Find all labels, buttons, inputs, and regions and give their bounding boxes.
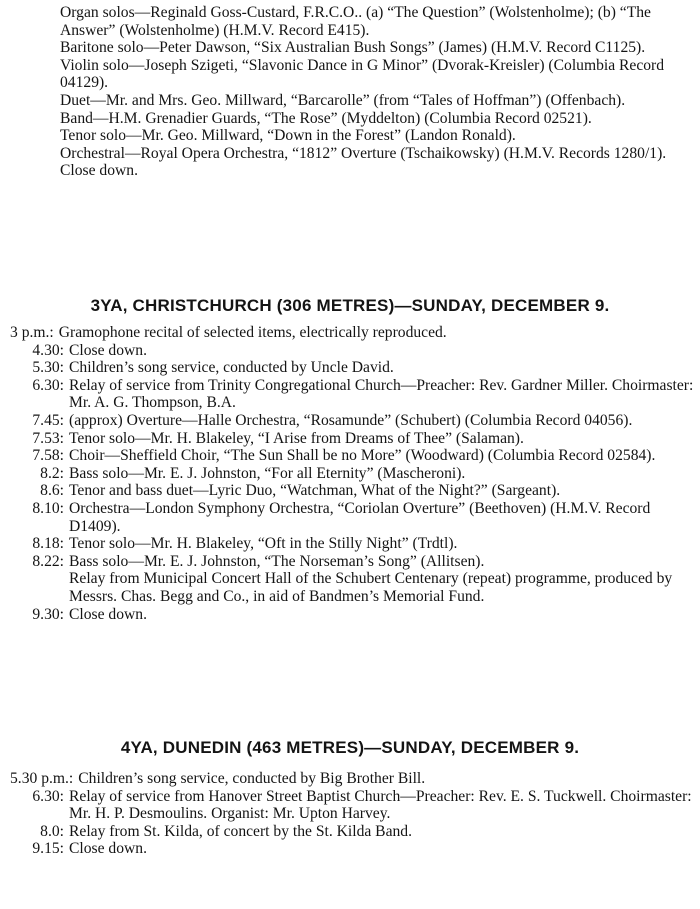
schedule-text: Tenor solo—Mr. H. Blakeley, “Oft in the Stilly Night” (Trdtl).	[69, 535, 458, 553]
list-item: Close down.	[60, 162, 138, 180]
schedule-row	[10, 606, 694, 624]
schedule-time: 8.6:	[40, 482, 64, 500]
schedule-text: Children’s song service, conducted by Big Brother Bill.	[78, 770, 426, 787]
schedule-time: 4.30:	[32, 341, 64, 359]
dunedin-schedule	[10, 770, 694, 858]
schedule-row	[10, 788, 694, 823]
section-heading-christchurch: 3YA, CHRISTCHURCH (306 METRES)—SUNDAY, DECEMBER 9.	[90, 296, 610, 315]
schedule-text: Tenor solo—Mr. H. Blakeley, “I Arise from Dreams of Thee” (Salaman).	[69, 429, 524, 447]
schedule-time: 6.30:	[32, 787, 64, 805]
schedule-row	[10, 377, 694, 412]
list-item: Organ solos—Reginald Goss-Custard, F.R.C.O.. (a) “The Question” (Wolstenholme); (b) “The Answer” (Wolstenholme) (H.M.V. Record E415).	[60, 4, 651, 39]
schedule-row	[10, 447, 694, 465]
schedule-text: Close down.	[69, 341, 147, 359]
list-item: Duet—Mr. and Mrs. Geo. Millward, “Barcarolle” (from “Tales of Hoffman”) (Offenbach).	[60, 91, 626, 109]
carryover-programme	[60, 4, 692, 180]
schedule-time: 9.30:	[32, 605, 64, 623]
schedule-text: Bass solo—Mr. E. J. Johnston, “For all Eternity” (Mascheroni).	[69, 464, 466, 482]
schedule-row	[10, 359, 694, 377]
schedule-time: 5.30:	[32, 359, 64, 377]
schedule-text: Close down.	[69, 840, 147, 858]
schedule-row	[10, 570, 694, 605]
schedule-row	[10, 482, 694, 500]
schedule-row	[10, 412, 694, 430]
schedule-text: Close down.	[69, 605, 147, 623]
schedule-row	[10, 430, 694, 448]
christchurch-schedule	[10, 324, 694, 623]
list-item: Baritone solo—Peter Dawson, “Six Australian Bush Songs” (James) (H.M.V. Record C1125).	[60, 39, 646, 57]
schedule-text: Orchestra—London Symphony Orchestra, “Coriolan Overture” (Beethoven) (H.M.V. Record D1409).	[69, 499, 651, 535]
schedule-text: Bass solo—Mr. E. J. Johnston, “The Norseman’s Song” (Allitsen).	[69, 552, 485, 570]
schedule-time: 7.45:	[32, 411, 64, 429]
schedule-time: 7.53:	[32, 429, 64, 447]
schedule-time: 8.18:	[32, 535, 64, 553]
list-item: Orchestral—Royal Opera Orchestra, “1812” Overture (Tschaikowsky) (H.M.V. Records 1280/1).	[60, 144, 667, 162]
schedule-time: 7.58:	[32, 447, 64, 465]
schedule-row	[10, 770, 694, 788]
schedule-text: Children’s song service, conducted by Uncle David.	[69, 359, 394, 377]
schedule-time: 8.0:	[40, 822, 64, 840]
schedule-text: Tenor and bass duet—Lyric Duo, “Watchman, What of the Night?” (Sargeant).	[69, 482, 561, 500]
schedule-row	[10, 342, 694, 360]
schedule-time: 8.22:	[32, 552, 64, 570]
list-item: Band—H.M. Grenadier Guards, “The Rose” (Myddelton) (Columbia Record 02521).	[60, 109, 592, 127]
list-item: Tenor solo—Mr. Geo. Millward, “Down in the Forest” (Landon Ronald).	[60, 127, 516, 145]
schedule-row	[10, 553, 694, 571]
schedule-text: Relay of service from Trinity Congregational Church—Preacher: Rev. Gardner Miller. Choirmaster: Mr. A. G. Thompson, B.A.	[69, 376, 694, 412]
schedule-text: Choir—Sheffield Choir, “The Sun Shall be no More” (Woodward) (Columbia Record 02584).	[69, 447, 656, 465]
schedule-time: 8.10:	[32, 499, 64, 517]
schedule-row	[10, 324, 694, 342]
list-item: Violin solo—Joseph Szigeti, “Slavonic Dance in G Minor” (Dvorak-Kreisler) (Columbia Record 04129).	[60, 56, 665, 92]
schedule-text: (approx) Overture—Halle Orchestra, “Rosamunde” (Schubert) (Columbia Record 04056).	[69, 411, 633, 429]
schedule-text: Relay from St. Kilda, of concert by the St. Kilda Band.	[69, 822, 412, 840]
schedule-row	[10, 823, 694, 841]
schedule-time: 8.2:	[40, 464, 64, 482]
schedule-row	[10, 500, 694, 535]
schedule-time: 6.30:	[32, 376, 64, 394]
schedule-time: 3 p.m.:	[10, 324, 54, 341]
schedule-text: Relay of service from Hanover Street Baptist Church—Preacher: Rev. E. S. Tuckwell. Choirmaster: Mr. H. P. Desmoulins. Organist: Mr. Upton Harvey.	[69, 787, 692, 823]
schedule-row	[10, 465, 694, 483]
section-heading-dunedin: 4YA, DUNEDIN (463 METRES)—SUNDAY, DECEMBER 9.	[120, 738, 580, 757]
schedule-time: 5.30 p.m.:	[10, 770, 74, 787]
schedule-time: 9.15:	[32, 840, 64, 858]
schedule-text: Relay from Municipal Concert Hall of the Schubert Centenary (repeat) programme, produced by Messrs. Chas. Begg and Co., in aid of Bandmen’s Memorial Fund.	[69, 570, 673, 605]
schedule-row	[10, 840, 694, 858]
schedule-text: Gramophone recital of selected items, electrically reproduced.	[58, 324, 447, 341]
schedule-row	[10, 535, 694, 553]
